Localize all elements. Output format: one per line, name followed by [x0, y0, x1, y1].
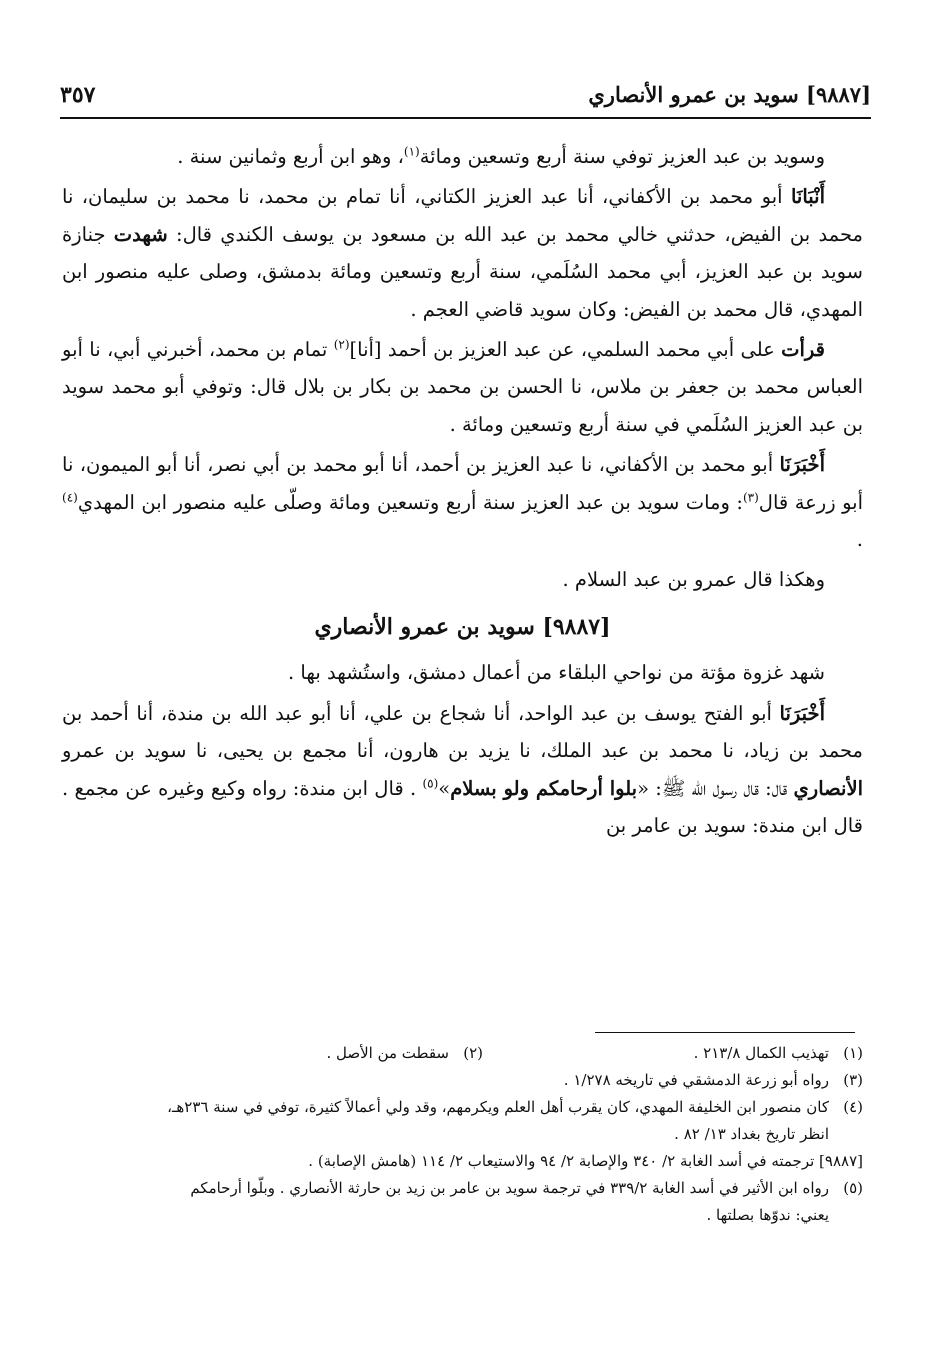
- footnote-ref-1: (١): [403, 144, 420, 159]
- text: وسويد بن عبد العزيز توفي سنة أربع وتسعين ومائة: [419, 145, 825, 168]
- footnotes: [58, 1040, 863, 1229]
- footnote-text: كان منصور ابن الخليفة المهدي، كان يقرب أهل العلم ويكرمهم، وقد ولي أعمالاً كثيرة، توفي في سنة ٢٣٦هـ،: [167, 1098, 829, 1116]
- paragraph-3: [62, 331, 863, 443]
- footnote-ref-3: (٣): [742, 490, 759, 505]
- footnote-4-continuation: انظر تاريخ بغداد ١٣/ ٨٢ .: [674, 1125, 829, 1143]
- text: أبو محمد بن الأكفاني، نا عبد العزيز بن أحمد، أنا أبو محمد بن أبي نصر، أنا أبو الميمون، نا أبو زرعة قال: [62, 453, 864, 514]
- footnote-number: (١): [843, 1044, 863, 1062]
- paragraph-7: [62, 695, 863, 845]
- footnote-text: تهذيب الكمال ٢١٣/٨ .: [693, 1044, 829, 1062]
- paragraph-6: شهد غزوة مؤتة من نواحي البلقاء من أعمال دمشق، واستُشهد بها .: [288, 661, 825, 685]
- footnote-text: رواه ابن الأثير في أسد الغابة ٣٣٩/٢ في ترجمة سويد بن عامر بن زيد بن حارثة الأنصاري . وبلّوا أرحامكم: [190, 1179, 829, 1197]
- text: ، وهو ابن أربع وثمانين سنة .: [177, 145, 404, 168]
- footnote-number: (٥): [843, 1179, 863, 1197]
- footnote-4: [58, 1094, 863, 1121]
- text: قال: قال رسول الله ﷺ: «: [637, 776, 794, 800]
- page-number: ٣٥٧: [60, 82, 96, 108]
- paragraph-2: [62, 178, 863, 328]
- footnote-ref-4: (٤): [62, 490, 78, 505]
- text: : ومات سويد بن عبد العزيز سنة أربع وتسعين ومائة وصلّى عليه منصور ابن المهدي: [77, 490, 743, 514]
- footnote-number: (٣): [843, 1071, 863, 1089]
- footnote-5: [58, 1175, 863, 1202]
- bold-word: الأنصاري: [793, 776, 864, 800]
- transmission-term: أَنْبَانَا: [790, 185, 825, 209]
- text: جنازة سويد بن عبد العزيز، أبي محمد السُلَمي، سنة أربع وتسعين ومائة بدمشق، وصلى عليه منصور ابن المهدي، قال محمد بن الفيض: وكان سويد قاضي العجم .: [62, 222, 863, 321]
- footnote-5-continuation: يعني: ندوّها بصلتها .: [706, 1206, 829, 1224]
- footnote-row: [58, 1040, 863, 1067]
- transmission-term: أَخْبَرَنَا: [779, 701, 825, 725]
- text: أبو محمد بن الأكفاني، أنا عبد العزيز الكتاني، أنا تمام بن محمد، نا محمد بن سليمان، نا محمد بن الفيض، حدثني خالي محمد بن عبد الله بن مسعود بن يوسف الكندي قال:: [62, 185, 863, 246]
- footnote-2: [326, 1040, 483, 1067]
- footnote-number: (٤): [843, 1098, 863, 1116]
- footnote-ref-5: (٥): [422, 776, 439, 790]
- text: أبو الفتح يوسف بن عبد الواحد، أنا شجاع بن علي، أنا أبو عبد الله بن مندة، أنا أحمد بن محمد بن زياد، نا محمد بن عبد الملك، نا يزيد بن هارون، أنا مجمع بن يحيى، نا سويد بن عمرو: [62, 701, 863, 763]
- footnote-ref-2: (٢): [333, 337, 350, 352]
- text: . قال ابن مندة: رواه وكيع وغيره عن مجمع . قال ابن مندة: سويد بن عامر بن: [62, 776, 863, 837]
- main-text: [62, 138, 863, 847]
- footnote-text: [٩٨٨٧] ترجمته في أسد الغابة ٢/ ٣٤٠ والإصابة ٢/ ٩٤ والاستيعاب ٢/ ١١٤ (هامش الإصابة) .: [308, 1152, 863, 1170]
- footnote-rule: [595, 1032, 855, 1033]
- text: على أبي محمد السلمي، عن عبد العزيز بن أحمد [أنا]: [349, 338, 782, 362]
- footnote-number: (٢): [463, 1044, 483, 1062]
- paragraph-4: [62, 446, 863, 558]
- footnote-text: رواه أبو زرعة الدمشقي في تاريخه ١/٢٧٨ .: [563, 1071, 829, 1089]
- paragraph-1: [62, 138, 863, 175]
- footnote-text: سقطت من الأصل .: [326, 1044, 449, 1062]
- text: »: [438, 776, 451, 800]
- transmission-term: قرأت: [781, 338, 825, 362]
- hadith-quote: بلوا أرحامكم ولو بسلام: [450, 776, 638, 800]
- section-heading: [٩٨٨٧] سويد بن عمرو الأنصاري: [314, 613, 611, 640]
- running-title: [٩٨٨٧] سويد بن عمرو الأنصاري: [588, 82, 871, 107]
- transmission-term: أَخْبَرَنَا: [779, 453, 825, 477]
- page-header: [60, 78, 871, 118]
- footnote-1: [483, 1040, 863, 1067]
- header-rule: [60, 117, 871, 119]
- text: تمام بن محمد، أخبرني أبي، نا أبو العباس محمد بن جعفر بن ملاس، نا الحسن بن محمد بن بكار بن بلال قال: وتوفي أبو محمد سويد بن عبد العزيز السُلَمي في سنة أربع وتسعين ومائة .: [62, 338, 863, 436]
- bold-word: شهدت: [113, 222, 168, 246]
- text: .: [856, 528, 863, 552]
- footnote-biography: [58, 1148, 863, 1175]
- paragraph-5: وهكذا قال عمرو بن عبد السلام .: [562, 568, 825, 592]
- footnote-3: [58, 1067, 863, 1094]
